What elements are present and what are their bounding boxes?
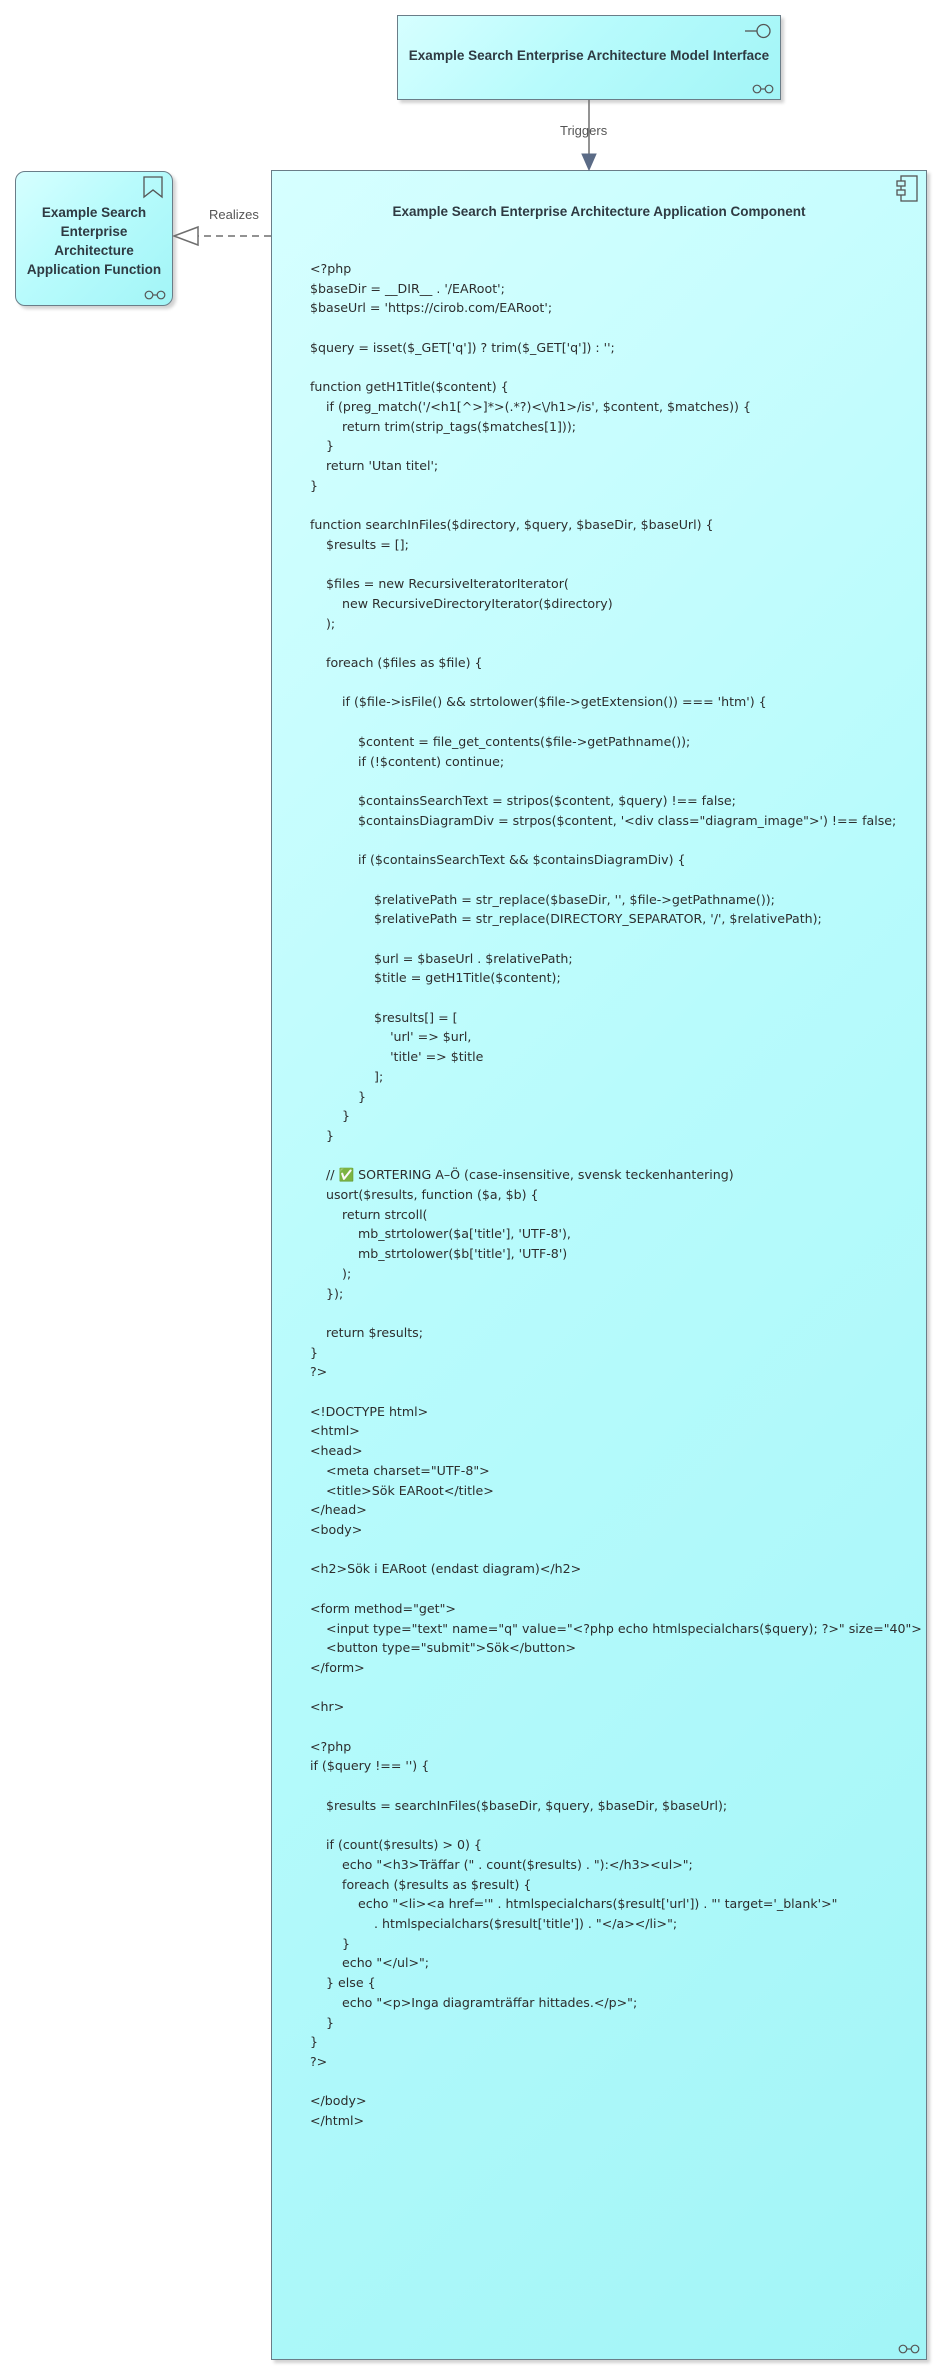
function-node-title: Example Search Enterprise Architecture Application Function: [26, 205, 162, 277]
component-source-code: <?php $baseDir = __DIR__ . '/EARoot'; $baseUrl = 'https://cirob.com/EARoot'; $query = isset($_GET['q']) ? trim($_GET['q']) : ''; function getH1Title($content) { if (preg_match('/<h1[^>]*>(.*?)<\/h1>/is', $content, $matches)) { return trim(strip_tags($matches[1])); } return 'Utan titel'; } function searchInFiles($directory, $query, $baseDir, $baseUrl) { $results = []; $files = new RecursiveIteratorIterator( new RecursiveDirectoryIterator($directory) ); foreach ($files as $file) { if ($file->isFile() && strtolower($file->getExtension()) === 'htm') { $content = file_get_contents($file->getPathname()); if (!$content) continue; $containsSearchText = stripos($content, $query) !== false; $containsDiagramDiv = strpos($content, '<div class="diagram_image">') !== false; if ($containsSearchText && $containsDiagramDiv) { $relativePath = str_replace($baseDir, '', $file->getPathname()); $relativePath = str_replace(DIRECTORY_SEPARATOR, '/', $relativePath); $url = $baseUrl . $relativePath; $title = getH1Title($content); $results[] = [ 'url' => $url, 'title' => $title ]; } } } // ✅ SORTERING A–Ö (case-insensitive, svensk teckenhantering) usort($results, function ($a, $b) { return strcoll( mb_strtolower($a['title'], 'UTF-8'), mb_strtolower($b['title'], 'UTF-8') ); }); return $results; } ?> <!DOCTYPE html> <html> <head> <meta charset="UTF-8"> <title>Sök EARoot</title> </head> <body> <h2>Sök i EARoot (endast diagram)</h2> <form method="get"> <input type="text" name="q" value="<?php echo htmlspecialchars($query); ?>" size="40"> <button type="submit">Sök</button> </form> <hr> <?php if ($query !== '') { $results = searchInFiles($baseDir, $query, $baseDir, $baseUrl); if (count($results) > 0) { echo "<h3>Träffar (" . count($results) . "):</h3><ul>"; foreach ($results as $result) { echo "<li><a href='" . htmlspecialchars($result['url']) . "' target='_blank'>" . htmlspecialchars($result['title']) . "</a></li>"; } echo "</ul>"; } else { echo "<p>Inga diagramträffar hittades.</p>"; } } ?> </body> </html>: [310, 261, 922, 2129]
interface-node-title: Example Search Enterprise Architecture Model Interface: [408, 48, 770, 63]
component-node-title: Example Search Enterprise Architecture Application Component: [392, 204, 806, 219]
realizes-label: Realizes: [209, 207, 259, 222]
realizes-connector[interactable]: [174, 227, 271, 245]
triggers-label: Triggers: [560, 123, 608, 138]
